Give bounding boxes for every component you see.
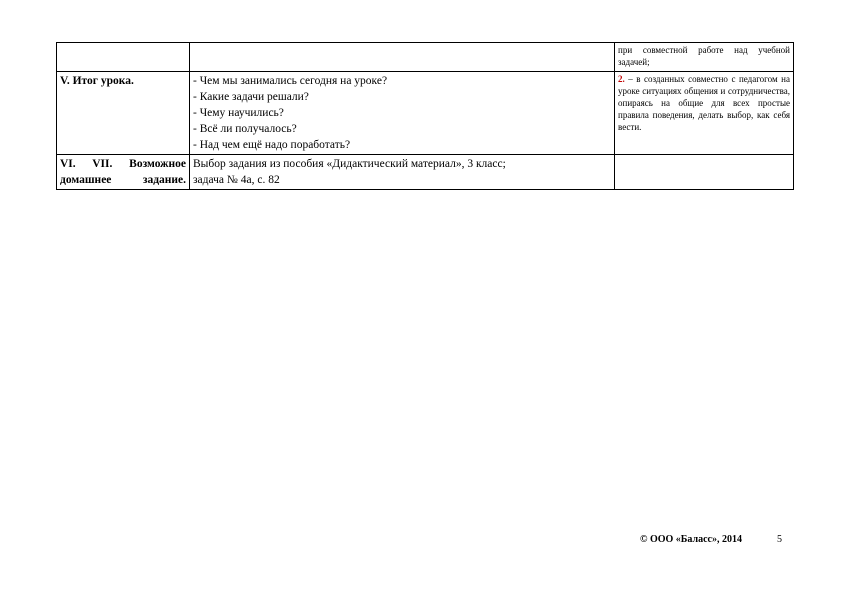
result-cell (615, 72, 794, 155)
result-cell (615, 155, 794, 190)
content-cell (190, 43, 615, 72)
copyright-footer: © ООО «Баласс», 2014 (640, 534, 742, 545)
stage-label: V. Итог урока. (60, 75, 134, 87)
question-item: - Чему научились? (193, 107, 284, 119)
table-row (57, 155, 794, 190)
result-number: 2. (618, 74, 625, 84)
homework-line: Выбор задания из пособия «Дидактический материал», 3 класс; (193, 158, 506, 170)
stage-cell (57, 155, 190, 190)
result-text: – в созданных совместно с педагогом на уроке ситуациях общения и сотрудничества, опираясь на общие для всех простые правила поведения, делать выбор, как себя вести. (618, 74, 790, 132)
stage-cell (57, 72, 190, 155)
stage-label: VI. VII. Возможное домашнее задание. (60, 158, 186, 186)
question-item: - Всё ли получалось? (193, 123, 297, 135)
question-item: - Чем мы занимались сегодня на уроке? (193, 75, 388, 87)
question-item: - Над чем ещё надо поработать? (193, 139, 351, 151)
content-cell (190, 155, 615, 190)
result-text: при совместной работе над учебной задачей; (618, 45, 790, 67)
question-item: - Какие задачи решали? (193, 91, 309, 103)
lesson-plan-table (56, 42, 794, 190)
result-cell (615, 43, 794, 72)
page-number: 5 (777, 534, 782, 545)
table-row (57, 72, 794, 155)
content-cell (190, 72, 615, 155)
stage-cell (57, 43, 190, 72)
table-row (57, 43, 794, 72)
homework-line: задача № 4а, с. 82 (193, 174, 280, 186)
